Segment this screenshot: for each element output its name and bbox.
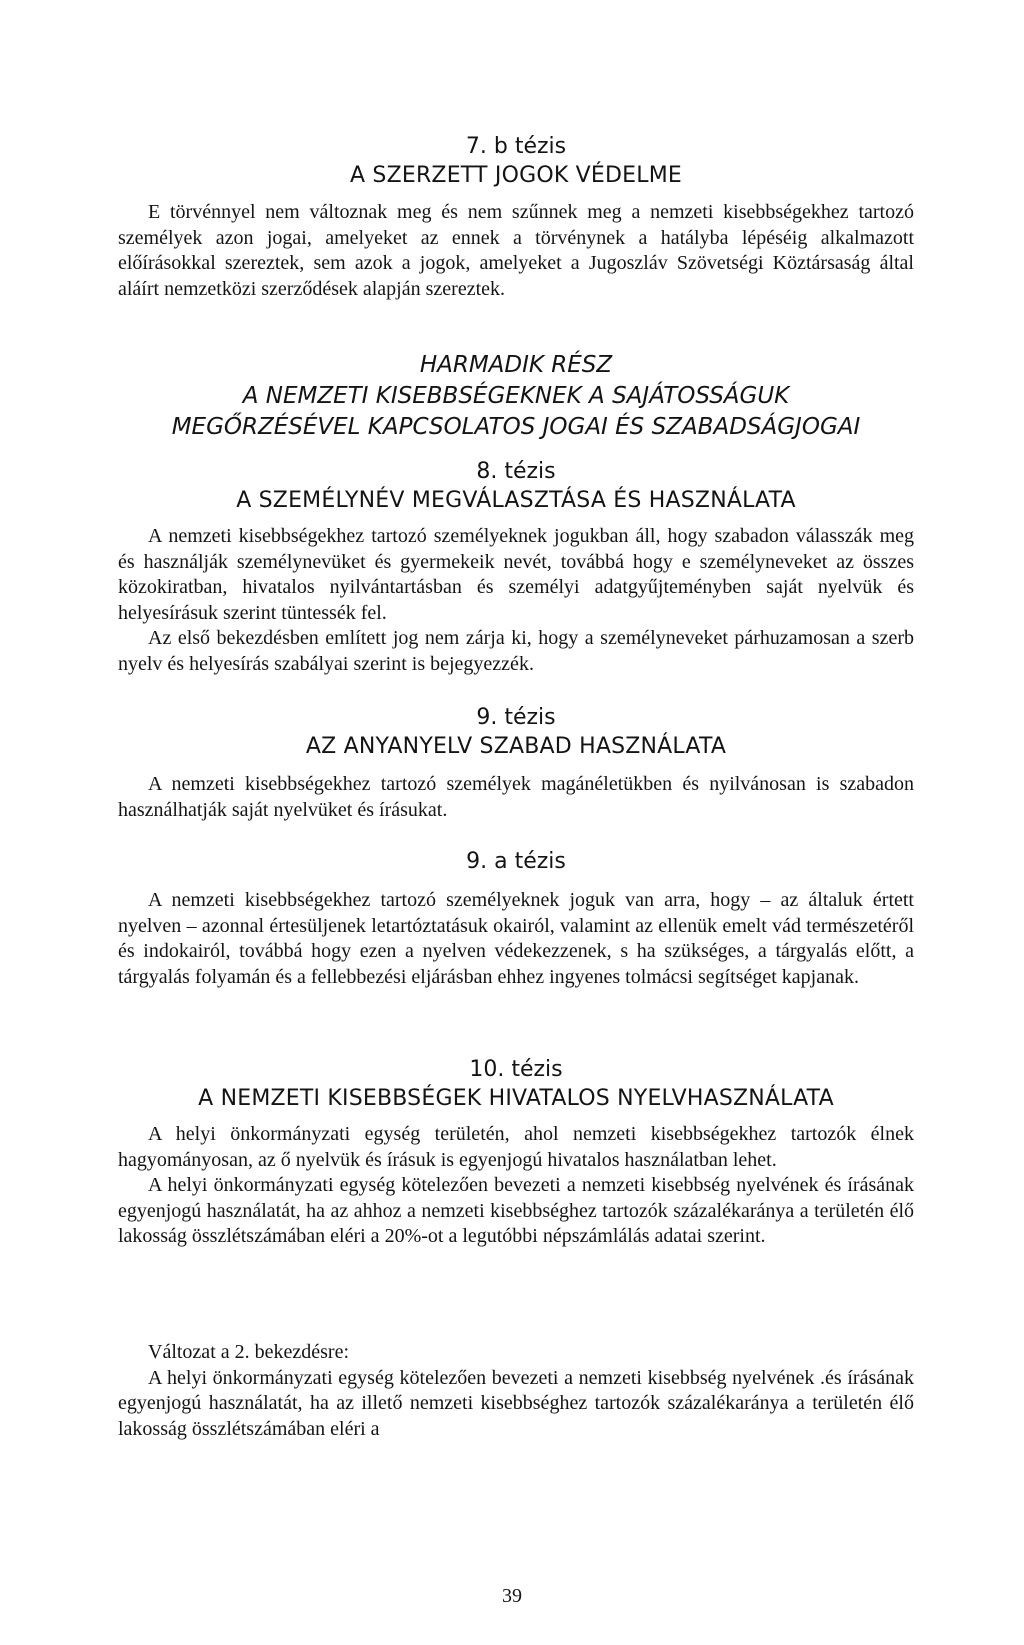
- page-number: 39: [502, 1585, 522, 1607]
- thesis-title: AZ ANYANYELV SZABAD HASZNÁLATA: [305, 734, 727, 759]
- thesis-number: 9. a tézis: [466, 849, 566, 874]
- thesis-title: A SZEMÉLYNÉV MEGVÁLASZTÁSA ÉS HASZNÁLATA: [236, 488, 796, 513]
- thesis-9a-body: [118, 888, 914, 990]
- paragraph: E törvénnyel nem változnak meg és nem szűnnek meg a nemzeti kisebbségekhez tartozó személyek azon jogai, amelyeket az ennek a törvénynek a hatályba lépéséig alkalmazott előírásokkal szereztek, sem azok a jogok, amelyeket a Jugoszláv Szövetségi Köztársaság által aláírt nemzetközi szerződések alapján szereztek.: [118, 201, 914, 300]
- thesis-number: 10. tézis: [469, 1057, 563, 1082]
- variant-block: [118, 1340, 914, 1442]
- part-title-line: MEGŐRZÉSÉVEL KAPCSOLATOS JOGAI ÉS SZABADSÁGJOGAI: [171, 414, 861, 440]
- thesis-7b-body: [118, 200, 914, 302]
- paragraph: Az első bekezdésben említett jog nem zárja ki, hogy a személyneveket párhuzamosan a szerb nyelv és helyesírás szabályai szerint is bejegyezzék.: [118, 627, 914, 675]
- thesis-title: A NEMZETI KISEBBSÉGEK HIVATALOS NYELVHASZNÁLATA: [198, 1086, 834, 1111]
- thesis-7b-header: [118, 133, 914, 191]
- variant-text: A helyi önkormányzati egység kötelezően bevezeti a nemzeti kisebbség nyelvének .és írásának egyenjogú használatát, ha az illető nemzeti kisebbséghez tartozók százalékaránya a területén élő lakosság összlétszámában eléri a: [118, 1366, 914, 1440]
- thesis-8-body: [118, 524, 914, 677]
- thesis-number: 9. tézis: [476, 705, 556, 730]
- thesis-9-header: [118, 704, 914, 762]
- part-three-heading: [118, 350, 914, 443]
- thesis-number: 7. b tézis: [465, 134, 567, 159]
- paragraph: A helyi önkormányzati egység kötelezően bevezeti a nemzeti kisebbség nyelvének és írásának egyenjogú használatát, ha az ahhoz a nemzeti kisebbséghez tartozók százalékaránya a területén élő lakosság összlétszámában eléri a 20%-ot a legutóbbi népszámlálás adatai szerint.: [118, 1174, 914, 1247]
- thesis-10-body: [118, 1122, 914, 1250]
- paragraph: A nemzeti kisebbségekhez tartozó személyek magánéletükben és nyilvánosan is szabadon használhatják saját nyelvüket és írásukat.: [118, 773, 914, 821]
- paragraph: A nemzeti kisebbségekhez tartozó személyeknek joguk van arra, hogy – az általuk értett nyelven – azonnal értesüljenek letartóztatásuk okairól, valamint az ellenük emelt vád természetéről és indokairól, továbbá hogy ezen a nyelven védekezzenek, s ha szükséges, a tárgyalás előtt, a tárgyalás folyamán és a fellebbezési eljárásban ehhez ingyenes tolmácsi segítséget kapjanak.: [118, 889, 914, 988]
- thesis-9a-header: [118, 848, 914, 876]
- paragraph: A nemzeti kisebbségekhez tartozó személyeknek jogukban áll, hogy szabadon válasszák meg és használják személynevüket és gyermekeik nevét, továbbá hogy e személyneveket az összes közokiratban, hivatalos nyilvántartásban és személyi adatgyűjteményben saját nyelvük és helyesírásuk szerint tüntessék fel.: [118, 525, 914, 624]
- thesis-number: 8. tézis: [476, 459, 556, 484]
- paragraph: A helyi önkormányzati egység területén, ahol nemzeti kisebbségekhez tartozók élnek hagyományosan, az ő nyelvük és írásuk is egyenjogú hivatalos használatban lehet.: [118, 1123, 914, 1171]
- thesis-title: A SZERZETT JOGOK VÉDELME: [349, 163, 683, 188]
- thesis-8-header: [118, 458, 914, 516]
- part-label: HARMADIK RÉSZ: [419, 352, 613, 378]
- variant-label: Változat a 2. bekezdésre:: [148, 1341, 350, 1363]
- part-title-line: A NEMZETI KISEBBSÉGEKNEK A SAJÁTOSSÁGUK: [242, 383, 790, 409]
- thesis-10-header: [118, 1056, 914, 1114]
- thesis-9-body: [118, 772, 914, 823]
